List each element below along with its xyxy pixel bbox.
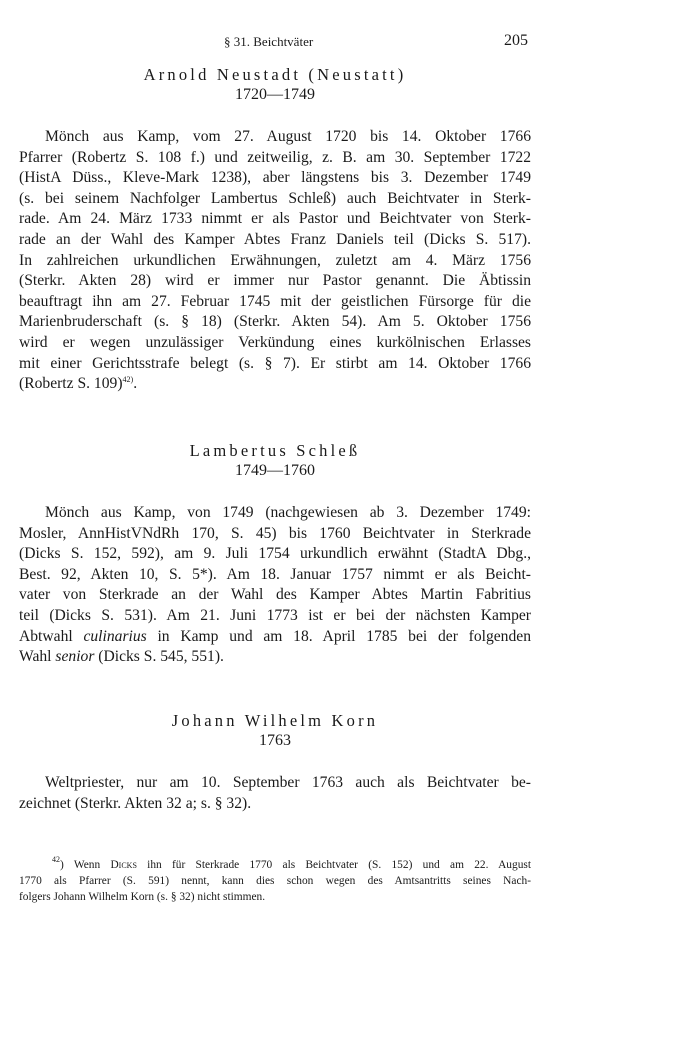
- text-line: Pfarrer (Robertz S. 108 f.) und zeitweilig, z. B. am 30. September 1722: [19, 148, 531, 166]
- text-line: rade an der Wahl des Kamper Abtes Franz Daniels teil (Dicks S. 517).: [19, 230, 531, 248]
- text-line: (Sterkr. Akten 28) wird er immer nur Pastor genannt. Die Äbtissin: [19, 272, 531, 290]
- entry-name: Lambertus Schleß: [189, 441, 361, 460]
- page-number: 205: [504, 32, 528, 49]
- italic-term: senior: [55, 648, 95, 666]
- text-line: Mönch aus Kamp, vom 27. August 1720 bis 14. Oktober 1766: [45, 128, 531, 145]
- text-line: Marienbruderschaft (s. § 18) (Sterkr. Akten 54). Am 5. Oktober 1756: [19, 313, 531, 331]
- footnote-line: 1770 als Pfarrer (S. 591) nennt, kann dies schon wegen des Amtsantritts seines Nach-: [19, 875, 531, 887]
- italic-term: culinarius: [83, 627, 147, 645]
- entry-name: Johann Wilhelm Korn: [171, 711, 379, 730]
- text-line: beauftragt ihn am 27. Februar 1745 mit der geistlichen Fürsorge für die: [19, 292, 531, 310]
- text-line: Best. 92, Akten 10, S. 5*). Am 18. Januar 1757 nimmt er als Beicht-: [19, 565, 531, 583]
- entry-years: 1763: [259, 732, 291, 749]
- text-line: teil (Dicks S. 531). Am 21. Juni 1773 ist er bei der nächsten Kamper: [19, 606, 531, 624]
- footnote-line: folgers Johann Wilhelm Korn (s. § 32) nicht stimmen.: [19, 891, 266, 903]
- text-line: Wahl senior (Dicks S. 545, 551).: [19, 648, 224, 666]
- text-line: wird er wegen unzulässiger Verkündung eines kurkölnischen Erlasses: [19, 333, 531, 351]
- footnote-line: $^{42}$) Wenn Dicks ihn für Sterkrade 1770 als Beichtvater (S. 152) und am 22. August: [52, 855, 531, 871]
- text-line: (Dicks S. 152, 592), am 9. Juli 1754 urkundlich erwähnt (StadtA Dbg.,: [19, 545, 531, 563]
- footnote-number: 42: [52, 855, 60, 864]
- entry-body: [19, 127, 531, 395]
- running-header-section: § 31. Beichtväter: [224, 34, 314, 49]
- text-line: (HistA Düss., Kleve-Mark 1238), aber längstens bis 3. Dezember 1749: [19, 169, 531, 187]
- text-line: mit einer Gerichtsstrafe belegt (s. § 7). Er stirbt am 14. Oktober 1766: [19, 354, 531, 372]
- text-line: rade. Am 24. März 1733 nimmt er als Pastor und Beichtvater von Sterk-: [19, 210, 531, 228]
- text-line: zeichnet (Sterkr. Akten 32 a; s. § 32).: [19, 794, 252, 812]
- entry-body: [19, 503, 531, 668]
- footnote: [19, 857, 531, 905]
- text-line: (Robertz S. 109)$^{42)}$.: [19, 375, 138, 393]
- entry-name: Arnold Neustadt (Neustatt): [143, 65, 407, 84]
- text-line: Mönch aus Kamp, von 1749 (nachgewiesen ab 3. Dezember 1749:: [45, 504, 531, 521]
- cited-author: Dicks: [110, 859, 137, 871]
- text-line: Abtwahl culinarius in Kamp und am 18. April 1785 bei der folgenden: [19, 627, 531, 645]
- text-line: vater von Sterkrade an der Wahl des Kamper Abtes Martin Fabritius: [19, 586, 531, 604]
- text-line: (s. bei seinem Nachfolger Lambertus Schleß) auch Beichtvater in Sterk-: [19, 189, 531, 207]
- entry-years: 1720—1749: [235, 86, 315, 103]
- text-line: In zahlreichen urkundlichen Erwähnungen, zuletzt am 4. März 1756: [19, 251, 531, 269]
- entry-years: 1749—1760: [235, 462, 315, 479]
- entry-body: [19, 773, 531, 814]
- entry-heading: [19, 65, 531, 105]
- entry-heading: [19, 441, 531, 481]
- running-header: [19, 34, 528, 54]
- footnote-reference: 42): [122, 375, 134, 385]
- text-line: Weltpriester, nur am 10. September 1763 auch als Beichtvater be-: [45, 774, 531, 791]
- entry-heading: [19, 711, 531, 751]
- text-line: Mosler, AnnHistVNdRh 170, S. 45) bis 1760 Beichtvater in Sterkrade: [19, 524, 531, 542]
